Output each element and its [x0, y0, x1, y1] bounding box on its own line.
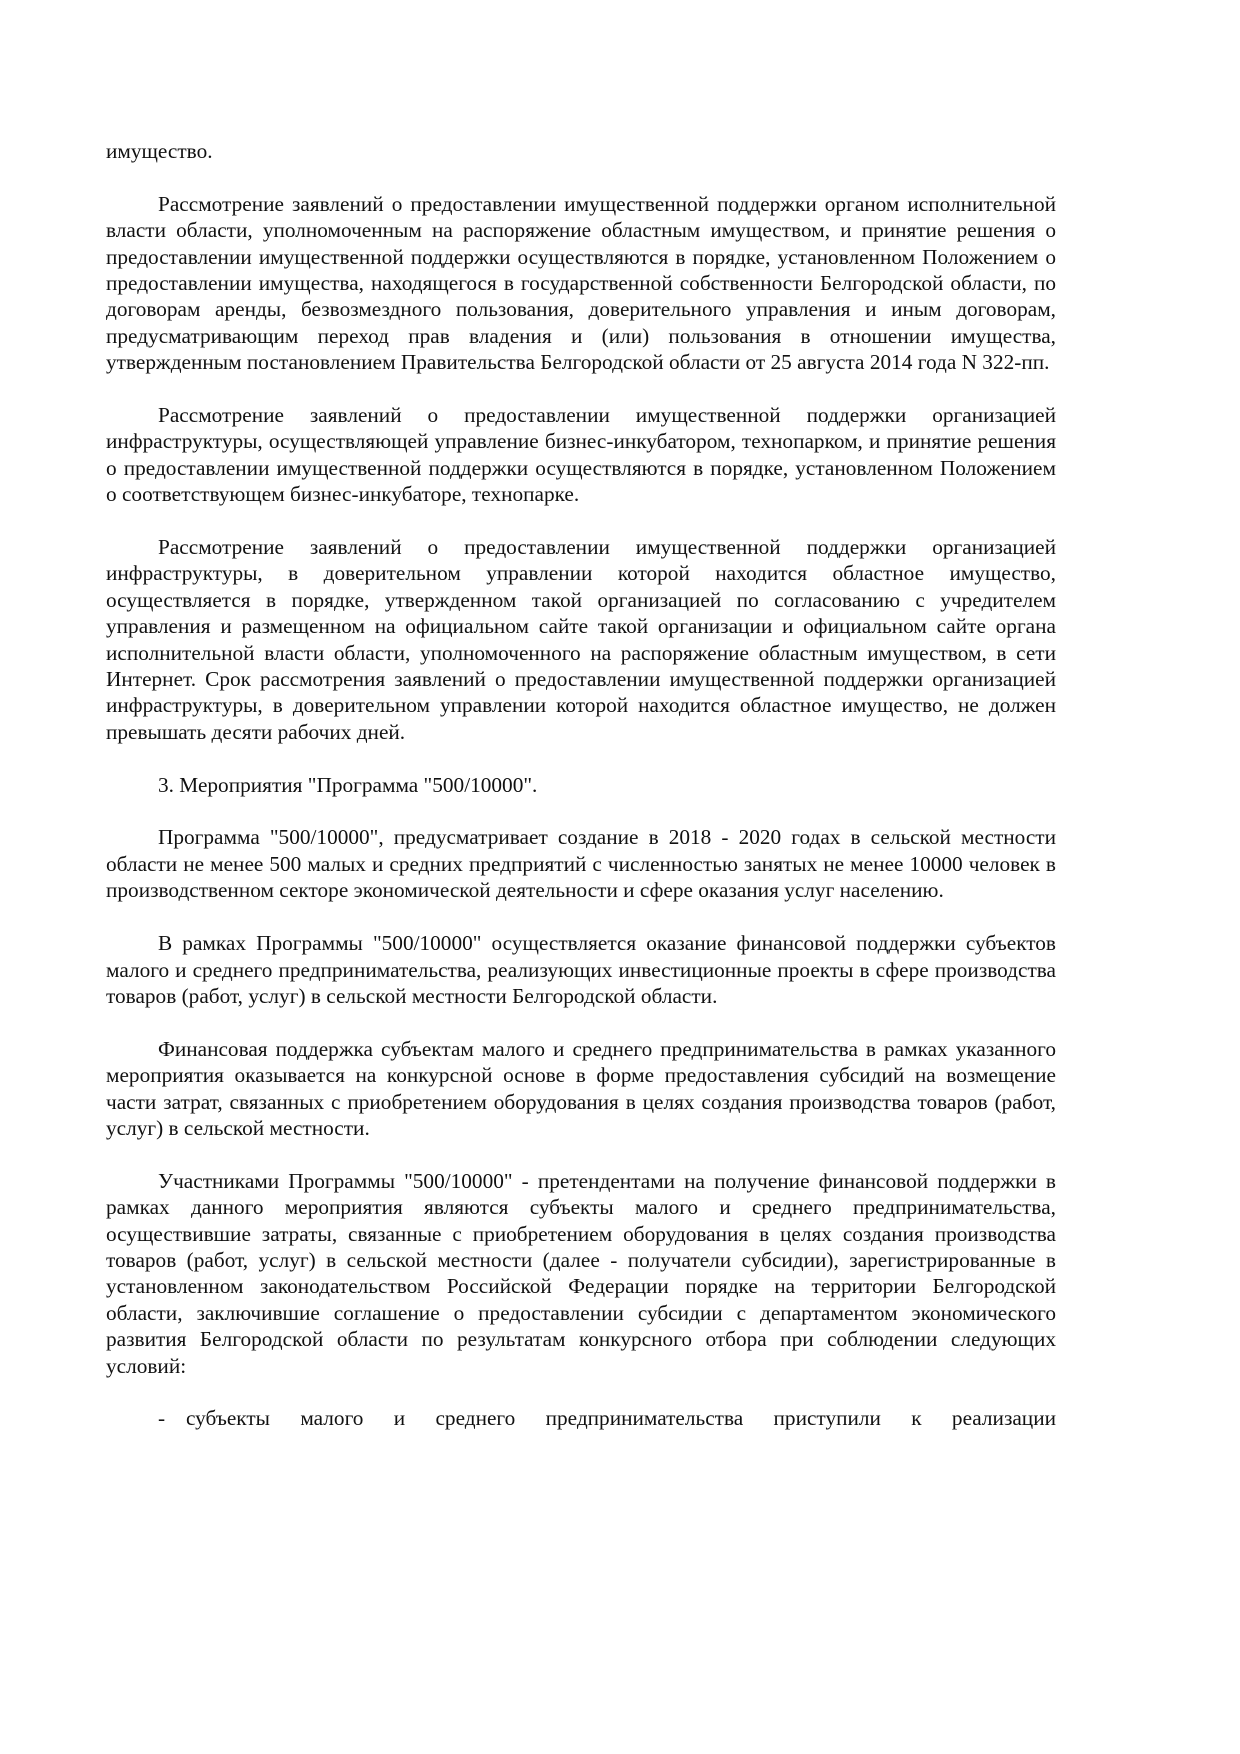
list-item — [106, 1405, 1056, 1431]
paragraph-property-support-executive: Рассмотрение заявлений о предоставлении имущественной поддержки органом исполнительной власти области, уполномоченным на распоряжение областным имуществом, и принятие решения о предоставлении имущественной поддержки осуществляются в порядке, установленном Положением о предоставлении имущества, находящегося в государственной собственности Белгородской области, по договорам аренды, безвозмездного пользования, доверительного управления и иным договорам, предусматривающим переход прав владения и (или) пользования в отношении имущества, утвержденным постановлением Правительства Белгородской области от 25 августа 2014 года N 322-пп. — [106, 191, 1056, 375]
paragraph-program-description: Программа "500/10000", предусматривает создание в 2018 - 2020 годах в сельской местности области не менее 500 малых и средних предприятий с численностью занятых не менее 10000 человек в производственном секторе экономической деятельности и сфере оказания услуг населению. — [106, 825, 1056, 903]
paragraph-property-support-incubator: Рассмотрение заявлений о предоставлении имущественной поддержки организацией инфраструктуры, осуществляющей управление бизнес-инкубатором, технопарком, и принятие решения о предоставлении имущественной поддержки осуществляются в порядке, установленном Положением о соответствующем бизнес-инкубаторе, технопарке. — [106, 403, 1056, 507]
paragraph-continuation: имущество. — [106, 139, 213, 163]
list-item-text: субъекты малого и среднего предпринимательства приступили к реализации — [186, 1406, 1056, 1431]
paragraph-competitive-subsidy: Финансовая поддержка субъектам малого и среднего предпринимательства в рамках указанного мероприятия оказывается на конкурсной основе в форме предоставления субсидий на возмещение части затрат, связанных с приобретением оборудования в целях создания производства товаров (работ, услуг) в сельской местности. — [106, 1036, 1056, 1140]
section-heading: 3. Мероприятия "Программа "500/10000". — [158, 772, 538, 797]
document-page — [106, 138, 1056, 1432]
paragraph-program-financial-support: В рамках Программы "500/10000" осуществляется оказание финансовой поддержки субъектов малого и среднего предпринимательства, реализующих инвестиционные проекты в сфере производства товаров (работ, услуг) в сельской местности Белгородской области. — [106, 931, 1056, 1008]
list-marker: - — [158, 1406, 166, 1431]
paragraph-program-participants: Участниками Программы "500/10000" - претендентами на получение финансовой поддержки в рамках данного мероприятия являются субъекты малого и среднего предпринимательства, осуществившие затраты, связанные с приобретением оборудования в целях создания производства товаров (работ, услуг) в сельской местности (далее - получатели субсидии), зарегистрированные в установленном законодательством Российской Федерации порядке на территории Белгородской области, заключившие соглашение о предоставлении субсидии с департаментом экономического развития Белгородской области по результатам конкурсного отбора при соблюдении следующих условий: — [106, 1168, 1056, 1378]
paragraph-property-support-trust: Рассмотрение заявлений о предоставлении имущественной поддержки организацией инфраструктуры, в доверительном управлении которой находится областное имущество, осуществляется в порядке, утвержденном такой организацией по согласованию с учредителем управления и размещенном на официальном сайте такой организации и официальном сайте органа исполнительной власти области, уполномоченного на распоряжение областным имуществом, в сети Интернет. Срок рассмотрения заявлений о предоставлении имущественной поддержки организацией инфраструктуры, в доверительном управлении которой находится областное имущество, не должен превышать десяти рабочих дней. — [106, 535, 1056, 744]
